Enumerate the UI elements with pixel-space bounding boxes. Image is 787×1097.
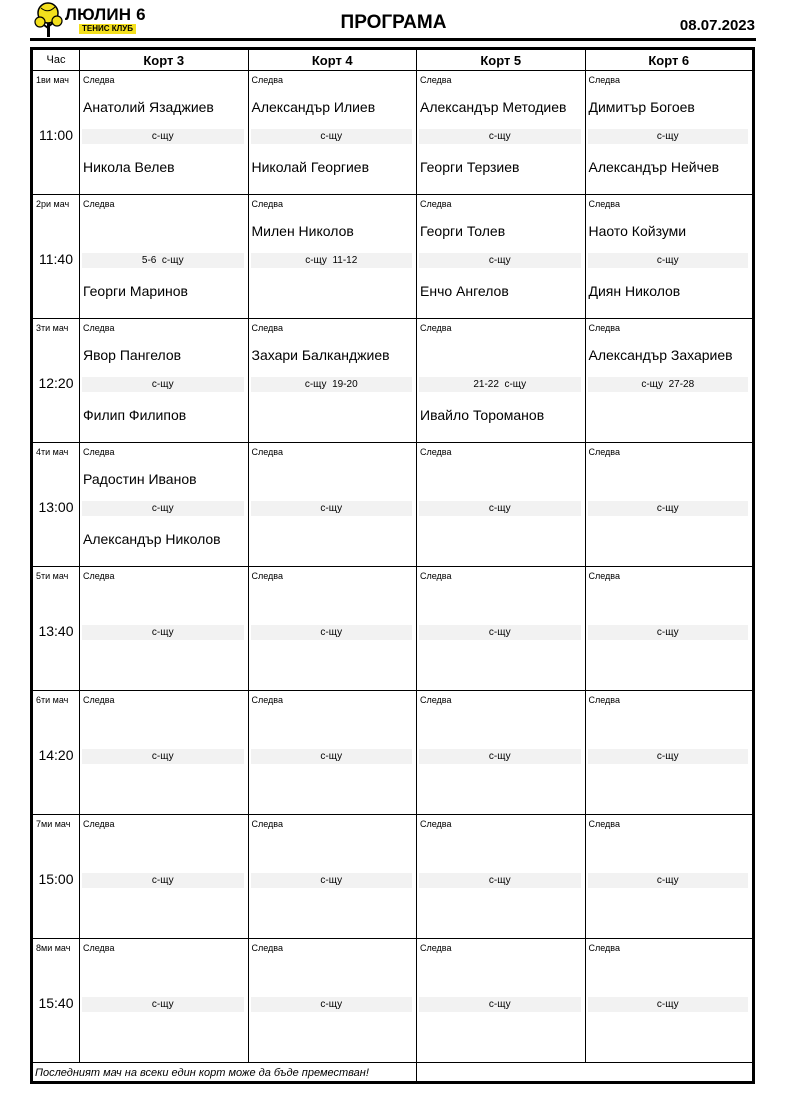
match-cell-court-5: [417, 939, 586, 1063]
versus-band: с-щу: [588, 501, 749, 516]
player-one: Александър Методиев: [420, 99, 567, 115]
time-cell: [32, 195, 80, 319]
match-cell-court-6: [585, 567, 754, 691]
match-number: 7ми мач: [36, 819, 71, 829]
match-cell-court-3: [80, 939, 249, 1063]
match-cell-court-4: [248, 939, 417, 1063]
match-row: [32, 195, 754, 319]
match-cell-court-4: [248, 567, 417, 691]
match-cell-court-3: [80, 443, 249, 567]
match-number: 3ти мач: [36, 323, 69, 333]
versus-band: с-щу: [419, 997, 581, 1012]
versus-band: с-щу: [588, 253, 749, 268]
next-label: Следва: [420, 199, 452, 209]
versus-band: с-щу: [588, 997, 749, 1012]
match-time: 15:00: [38, 871, 74, 887]
logo-subtitle: ТЕНИС КЛУБ: [79, 24, 136, 34]
match-cell-court-5: [417, 691, 586, 815]
next-label: Следва: [251, 75, 283, 85]
column-header-court-6: Корт 6: [585, 49, 754, 71]
match-cell-court-3: [80, 71, 249, 195]
match-row: [32, 939, 754, 1063]
next-label: Следва: [420, 695, 452, 705]
match-time: 13:40: [38, 623, 74, 639]
match-cell-court-4: [248, 815, 417, 939]
player-one: Явор Пангелов: [83, 347, 182, 363]
match-time: 11:00: [39, 127, 73, 143]
next-label: Следва: [83, 447, 115, 457]
next-label: Следва: [588, 323, 620, 333]
match-cell-court-3: [80, 691, 249, 815]
match-cell-court-6: [585, 319, 754, 443]
time-cell: [32, 71, 80, 195]
versus-band: с-щу: [82, 377, 244, 392]
player-one: Александър Илиев: [251, 99, 376, 115]
next-label: Следва: [83, 695, 115, 705]
versus-band: с-щу: [251, 501, 413, 516]
next-label: Следва: [588, 447, 620, 457]
player-one: Наото Койзуми: [588, 223, 687, 239]
footer-note-cell: [32, 1063, 417, 1083]
versus-band: с-щу: [419, 625, 581, 640]
versus-band: с-щу: [82, 997, 244, 1012]
versus-band: с-щу: [419, 129, 581, 144]
match-time: 12:20: [38, 375, 74, 391]
time-cell: [32, 939, 80, 1063]
match-cell-court-5: [417, 71, 586, 195]
versus-band: с-щу: [588, 873, 749, 888]
versus-band: 21-22 с-щу: [419, 377, 581, 392]
next-label: Следва: [420, 75, 452, 85]
next-label: Следва: [83, 199, 115, 209]
player-two: Георги Терзиев: [420, 159, 520, 175]
next-label: Следва: [83, 571, 115, 581]
versus-band: с-щу: [82, 625, 244, 640]
match-number: 5ти мач: [36, 571, 69, 581]
match-cell-court-3: [80, 319, 249, 443]
versus-band: с-щу: [82, 873, 244, 888]
time-cell: [32, 567, 80, 691]
player-one: Георги Толев: [420, 223, 506, 239]
versus-band: с-щу: [82, 501, 244, 516]
versus-band: с-щу 11-12: [251, 253, 413, 268]
match-row: [32, 71, 754, 195]
footer-row: [32, 1063, 754, 1083]
versus-band: с-щу: [82, 749, 244, 764]
match-number: 2ри мач: [36, 199, 70, 209]
next-label: Следва: [251, 819, 283, 829]
match-number: 8ми мач: [36, 943, 71, 953]
match-cell-court-3: [80, 195, 249, 319]
player-two: Николай Георгиев: [251, 159, 370, 175]
versus-band: с-щу: [251, 997, 413, 1012]
next-label: Следва: [588, 943, 620, 953]
next-label: Следва: [251, 943, 283, 953]
versus-band: с-щу: [82, 129, 244, 144]
versus-band: с-щу 19-20: [251, 377, 413, 392]
match-cell-court-4: [248, 195, 417, 319]
match-cell-court-5: [417, 567, 586, 691]
column-header-court-3: Корт 3: [80, 49, 249, 71]
time-cell: [32, 319, 80, 443]
time-cell: [32, 815, 80, 939]
match-number: 4ти мач: [36, 447, 69, 457]
versus-band: с-щу: [251, 873, 413, 888]
next-label: Следва: [588, 695, 620, 705]
next-label: Следва: [251, 571, 283, 581]
player-two: Енчо Ангелов: [420, 283, 509, 299]
next-label: Следва: [420, 571, 452, 581]
match-cell-court-6: [585, 815, 754, 939]
next-label: Следва: [251, 199, 283, 209]
match-cell-court-5: [417, 443, 586, 567]
time-cell: [32, 691, 80, 815]
match-cell-court-6: [585, 71, 754, 195]
player-two: Александър Нейчев: [588, 159, 720, 175]
match-row: [32, 443, 754, 567]
player-one: Радостин Иванов: [83, 471, 197, 487]
match-cell-court-3: [80, 567, 249, 691]
logo-name: ЛЮЛИН 6: [65, 5, 146, 24]
versus-band: с-щу: [419, 501, 581, 516]
match-cell-court-3: [80, 815, 249, 939]
next-label: Следва: [83, 75, 115, 85]
versus-band: с-щу: [588, 129, 749, 144]
match-cell-court-6: [585, 443, 754, 567]
player-one: Милен Николов: [251, 223, 354, 239]
player-one: Анатолий Язаджиев: [83, 99, 214, 115]
schedule-table: [30, 47, 755, 1084]
versus-band: с-щу: [419, 873, 581, 888]
match-cell-court-6: [585, 691, 754, 815]
match-number: 6ти мач: [36, 695, 69, 705]
versus-band: с-щу: [251, 625, 413, 640]
match-time: 11:40: [39, 251, 73, 267]
match-cell-court-6: [585, 195, 754, 319]
time-cell: [32, 443, 80, 567]
match-cell-court-5: [417, 195, 586, 319]
next-label: Следва: [83, 943, 115, 953]
match-cell-court-4: [248, 443, 417, 567]
versus-band: с-щу: [251, 749, 413, 764]
versus-band: с-щу: [588, 749, 749, 764]
player-two: Филип Филипов: [83, 407, 187, 423]
next-label: Следва: [251, 695, 283, 705]
page-title: ПРОГРАМА: [340, 12, 447, 33]
next-label: Следва: [420, 447, 452, 457]
versus-band: с-щу: [419, 253, 581, 268]
match-time: 14:20: [38, 747, 74, 763]
header-row: [32, 49, 754, 71]
column-header-court-4: Корт 4: [248, 49, 417, 71]
next-label: Следва: [420, 943, 452, 953]
match-row: [32, 567, 754, 691]
next-label: Следва: [420, 323, 452, 333]
column-header-court-5: Корт 5: [417, 49, 586, 71]
next-label: Следва: [588, 819, 620, 829]
next-label: Следва: [251, 323, 283, 333]
match-row: [32, 815, 754, 939]
versus-band: с-щу: [588, 625, 749, 640]
header-divider: [30, 38, 756, 41]
match-time: 15:40: [38, 995, 74, 1011]
column-header-hour: Час: [32, 49, 80, 71]
player-one: Александър Захариев: [588, 347, 733, 363]
versus-band: с-щу: [251, 129, 413, 144]
versus-band: 5-6 с-щу: [82, 253, 244, 268]
match-cell-court-4: [248, 71, 417, 195]
footer-empty-cell: [417, 1063, 754, 1083]
versus-band: с-щу: [419, 749, 581, 764]
player-two: Никола Велев: [83, 159, 175, 175]
match-row: [32, 691, 754, 815]
match-cell-court-5: [417, 319, 586, 443]
player-two: Александър Николов: [83, 531, 221, 547]
match-cell-court-4: [248, 319, 417, 443]
match-cell-court-4: [248, 691, 417, 815]
match-time: 13:00: [38, 499, 74, 515]
match-cell-court-6: [585, 939, 754, 1063]
match-number: 1ви мач: [36, 75, 69, 85]
next-label: Следва: [251, 447, 283, 457]
next-label: Следва: [83, 323, 115, 333]
schedule-date: 08.07.2023: [679, 17, 755, 34]
player-two: Ивайло Тороманов: [420, 407, 545, 423]
next-label: Следва: [420, 819, 452, 829]
versus-band: с-щу 27-28: [588, 377, 749, 392]
match-row: [32, 319, 754, 443]
player-one: Димитър Богоев: [588, 99, 695, 115]
player-two: Георги Маринов: [83, 283, 188, 299]
player-one: Захари Балканджиев: [251, 347, 390, 363]
next-label: Следва: [588, 199, 620, 209]
next-label: Следва: [588, 571, 620, 581]
footer-note: Последният мач на всеки един корт може да бъде преместван!: [35, 1067, 369, 1079]
player-two: Диян Николов: [588, 283, 681, 299]
next-label: Следва: [588, 75, 620, 85]
match-cell-court-5: [417, 815, 586, 939]
next-label: Следва: [83, 819, 115, 829]
